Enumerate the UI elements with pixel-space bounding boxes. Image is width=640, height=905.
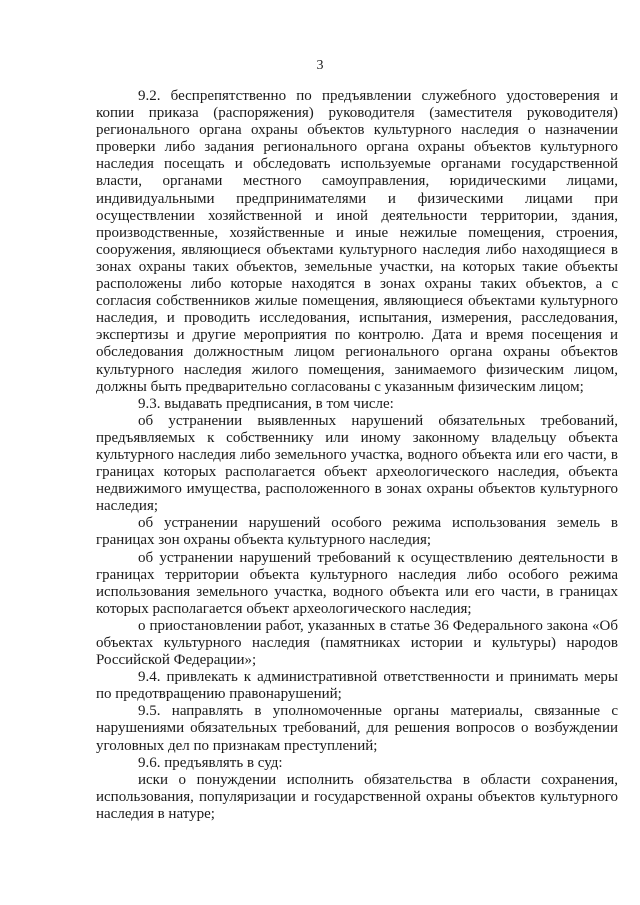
- paragraph-9-3-item-3: об устранении нарушений требований к осуществлению деятельности в границах территории объекта культурного наследия либо особого режима использования земельного участка, водного объекта или его части, в границах которых располагается объект археологического наследия;: [96, 549, 618, 617]
- paragraph-9-3: 9.3. выдавать предписания, в том числе:: [138, 395, 394, 412]
- paragraph-9-5: 9.5. направлять в уполномоченные органы материалы, связанные с нарушениями обязательных требований, для решения вопросов о возбуждении уголовных дел по признакам преступлений;: [96, 703, 618, 754]
- page-number: 3: [316, 58, 324, 73]
- paragraph-9-6: 9.6. предъявлять в суд:: [138, 754, 283, 771]
- paragraph-9-3-item-2: об устранении нарушений особого режима использования земель в границах зон охраны объекта культурного наследия;: [96, 515, 618, 549]
- paragraph-9-3-item-1: об устранении выявленных нарушений обязательных требований, предъявляемых к собственнику или иному законному владельцу объекта культурного наследия либо земельного участка, водного объекта или его части, в границах которых располагается объект археологического наследия, объекта недвижимого имущества, расположенного в зонах охраны объектов культурного наследия;: [96, 412, 618, 515]
- paragraph-9-4: 9.4. привлекать к административной ответственности и принимать меры по предотвращению правонарушений;: [96, 669, 618, 703]
- paragraph-9-6-item-1: иски о понуждении исполнить обязательства в области сохранения, использования, популяризации и государственной охраны объектов культурного наследия в натуре;: [96, 771, 618, 822]
- document-body: [96, 88, 618, 823]
- paragraph-9-3-item-4: о приостановлении работ, указанных в статье 36 Федерального закона «Об объектах культурного наследия (памятниках истории и культуры) народов Российской Федерации»;: [96, 617, 618, 669]
- paragraph-9-2: 9.2. беспрепятственно по предъявлении служебного удостоверения и копии приказа (распоряжения) руководителя (заместителя руководителя) регионального органа охраны объектов культурного наследия о назначении проверки либо задания регионального органа охраны объектов культурного наследия посещать и обследовать используемые органами государственной власти, органами местного самоуправления, юридическими лицами, индивидуальными предпринимателями и физическими лицами при осуществлении хозяйственной и иной деятельности территории, здания, производственные, хозяйственные и иные нежилые помещения, строения, сооружения, являющиеся объектами культурного наследия либо находящиеся в зонах охраны таких объектов, земельные участки, на которых такие объекты расположены либо которые находятся в зонах охраны таких объектов, а с согласия собственников жилые помещения, являющиеся объектами культурного наследия, и проводить исследования, испытания, измерения, расследования, экспертизы и другие мероприятия по контролю. Дата и время посещения и обследования должностным лицом регионального органа охраны объектов культурного наследия жилого помещения, занимаемого физическим лицом, должны быть предварительно согласованы с указанным физическим лицом;: [96, 88, 618, 395]
